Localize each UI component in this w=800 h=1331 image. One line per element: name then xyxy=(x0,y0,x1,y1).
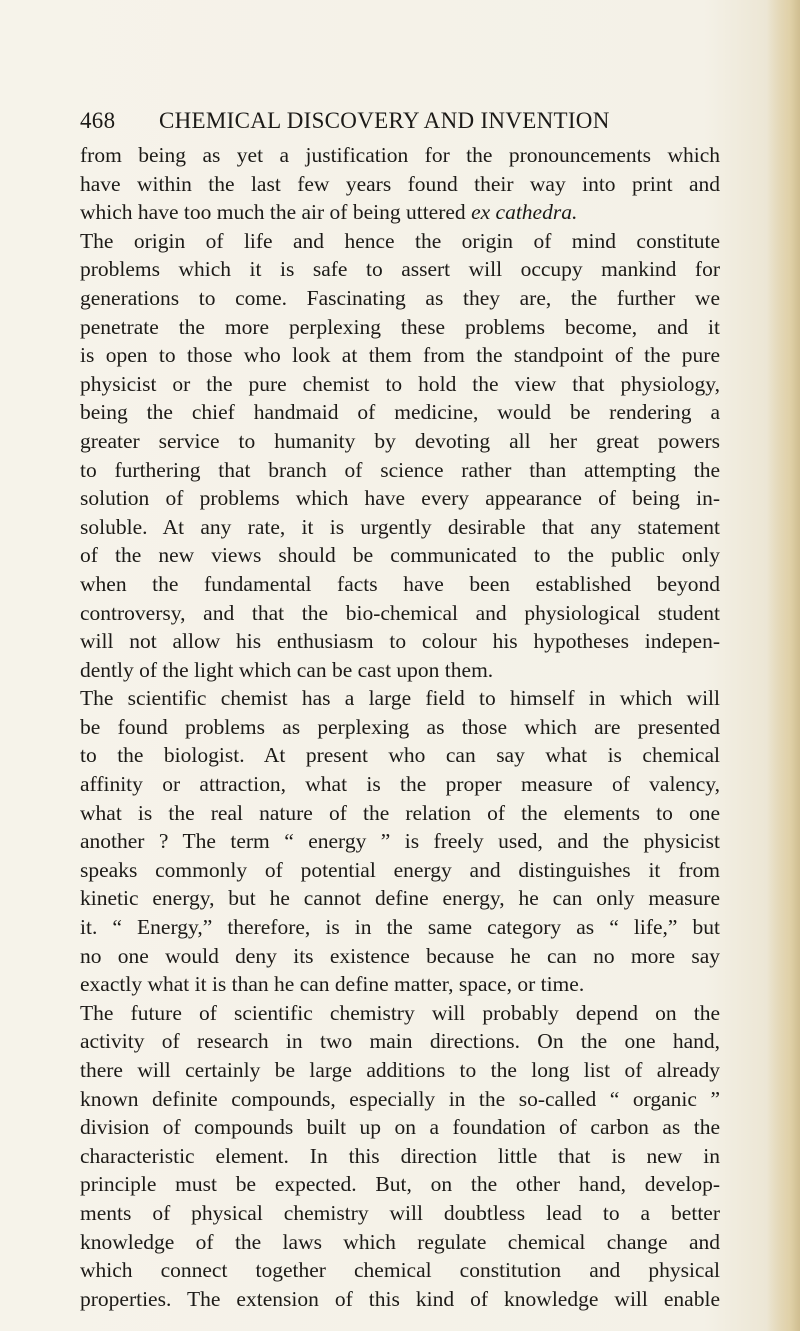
text-line: to furthering that branch of science rather than attempting the xyxy=(80,457,720,482)
text-line-italic-end xyxy=(80,198,720,227)
running-head xyxy=(80,104,720,138)
text-line: characteristic element. In this direction little that is new in xyxy=(80,1143,720,1168)
paragraph-3 xyxy=(80,684,720,999)
text-line: exactly what it is than he can define matter, space, or time. xyxy=(80,972,585,997)
text-line: to the biologist. At present who can say what is chemical xyxy=(80,743,720,768)
text-line: problems which it is safe to assert will occupy mankind for xyxy=(80,257,720,282)
text-line: which connect together chemical constitution and physical xyxy=(80,1258,720,1283)
text-line: what is the real nature of the relation of the elements to one xyxy=(80,800,720,825)
text-line: The scientific chemist has a large field to himself in which will xyxy=(80,686,720,711)
text-line: will not allow his enthusiasm to colour his hypotheses indepen- xyxy=(80,629,720,654)
text-line: known definite compounds, especially in the so-called “ organic ” xyxy=(80,1086,720,1111)
text-line: dently of the light which can be cast upon them. xyxy=(80,657,494,682)
italic-phrase: ex cathedra. xyxy=(471,200,578,225)
text-line: activity of research in two main directions. On the one hand, xyxy=(80,1029,720,1054)
paragraph-2 xyxy=(80,227,720,685)
text-line: ments of physical chemistry will doubtless lead to a better xyxy=(80,1200,720,1225)
text-line: speaks commonly of potential energy and distinguishes it from xyxy=(80,857,720,882)
page-number: 468 xyxy=(80,108,116,133)
text-line: physicist or the pure chemist to hold the view that physiology, xyxy=(80,371,720,396)
text-line: solution of problems which have every appearance of being in- xyxy=(80,486,720,511)
text-line: controversy, and that the bio-chemical and physiological student xyxy=(80,600,720,625)
text-line: The future of scientific chemistry will probably depend on the xyxy=(80,1000,720,1025)
text-line: division of compounds built up on a foundation of carbon as the xyxy=(80,1115,720,1140)
page-edge-shadow xyxy=(766,0,800,1331)
text-line: being the chief handmaid of medicine, would be rendering a xyxy=(80,400,720,425)
text-line: kinetic energy, but he cannot define energy, he can only measure xyxy=(80,886,720,911)
text-line: affinity or attraction, what is the proper measure of valency, xyxy=(80,772,720,797)
text-line-start: which have too much the air of being uttered xyxy=(80,200,472,225)
text-line: soluble. At any rate, it is urgently desirable that any statement xyxy=(80,514,720,539)
text-line: knowledge of the laws which regulate chemical change and xyxy=(80,1229,720,1254)
text-line: is open to those who look at them from the standpoint of the pure xyxy=(80,343,720,368)
text-line: it. “ Energy,” therefore, is in the same category as “ life,” but xyxy=(80,915,720,940)
text-line: no one would deny its existence because he can no more say xyxy=(80,943,720,968)
paragraph-4 xyxy=(80,999,720,1314)
body-text xyxy=(80,141,720,1313)
text-line: from being as yet a justification for the pronouncements which xyxy=(80,143,720,167)
text-line: when the fundamental facts have been established beyond xyxy=(80,571,720,596)
text-line: penetrate the more perplexing these problems become, and it xyxy=(80,314,720,339)
text-line: greater service to humanity by devoting all her great powers xyxy=(80,428,720,453)
text-line: have within the last few years found their way into print and xyxy=(80,171,720,196)
text-line: there will certainly be large additions to the long list of already xyxy=(80,1058,720,1082)
text-line: properties. The extension of this kind of knowledge will enable xyxy=(80,1286,720,1311)
book-title: CHEMICAL DISCOVERY AND INVENTION xyxy=(159,108,610,133)
paragraph-1 xyxy=(80,141,720,227)
text-line: generations to come. Fascinating as they are, the further we xyxy=(80,285,720,310)
text-line: The origin of life and hence the origin of mind constitute xyxy=(80,228,720,253)
text-line: principle must be expected. But, on the other hand, develop- xyxy=(80,1172,720,1197)
text-line: be found problems as perplexing as those which are presented xyxy=(80,714,720,739)
text-line: of the new views should be communicated to the public only xyxy=(80,543,720,568)
text-line: another ? The term “ energy ” is freely used, and the physicist xyxy=(80,829,720,854)
